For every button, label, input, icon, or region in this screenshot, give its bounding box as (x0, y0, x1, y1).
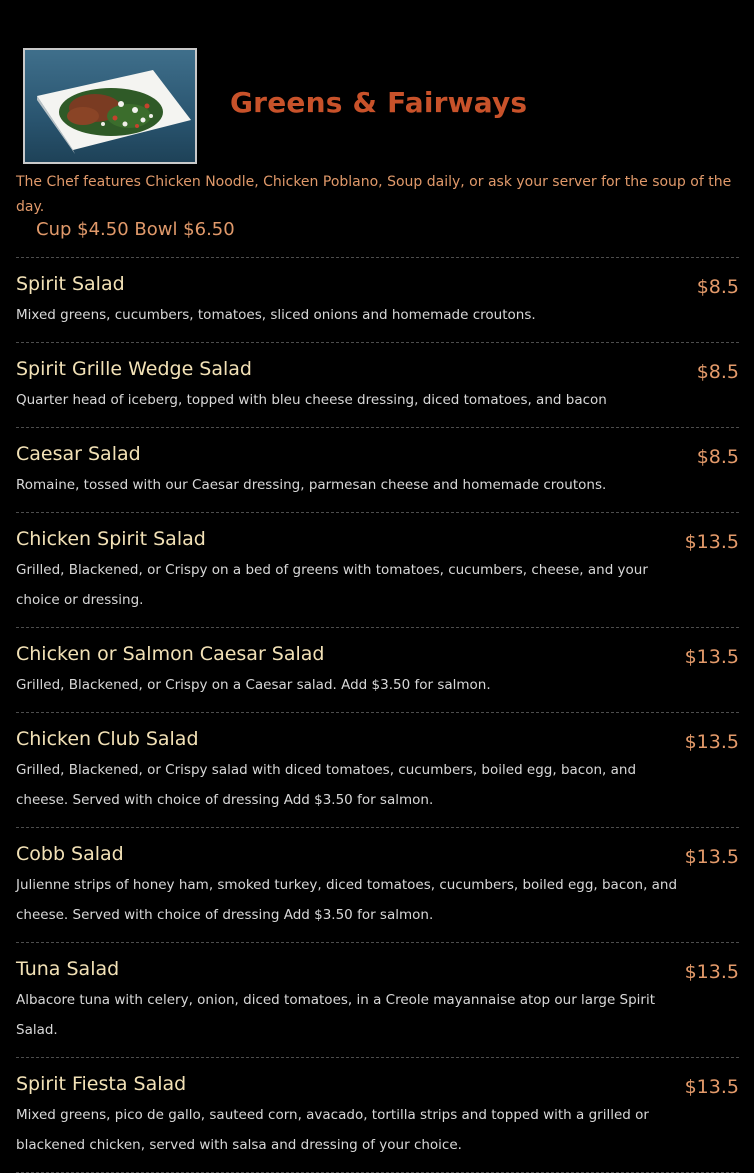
menu-item-price: $13.5 (684, 646, 739, 668)
menu-item[interactable] (16, 512, 739, 627)
page-title: Greens & Fairways (230, 86, 528, 119)
menu-item-name: Caesar Salad (16, 443, 141, 465)
menu-item-price: $13.5 (684, 846, 739, 868)
menu-item-name: Cobb Salad (16, 843, 124, 865)
menu-item-description: Mixed greens, pico de gallo, sauteed corn, avacado, tortilla strips and topped with a grilled or blackened chicken, served with salsa and dressing of your choice. (16, 1107, 649, 1153)
menu-item-description: Romaine, tossed with our Caesar dressing, parmesan cheese and homemade croutons. (16, 477, 607, 493)
menu-header (0, 0, 754, 170)
menu-item-description: Julienne strips of honey ham, smoked turkey, diced tomatoes, cucumbers, boiled egg, bacon, and cheese. Served with choice of dressing Add $3.50 for salmon. (16, 877, 678, 923)
soup-intro-text: The Chef features Chicken Noodle, Chicken Poblano, Soup daily, or ask your server for the soup of the day. (16, 174, 732, 215)
menu-item-price: $13.5 (684, 731, 739, 753)
menu-item[interactable] (16, 827, 739, 942)
menu-item-name: Tuna Salad (16, 958, 120, 980)
menu-item-description: Grilled, Blackened, or Crispy on a Caesar salad. Add $3.50 for salmon. (16, 677, 491, 693)
menu-item[interactable] (16, 942, 739, 1057)
menu-item-name: Spirit Grille Wedge Salad (16, 358, 252, 380)
menu-item-price: $13.5 (684, 961, 739, 983)
menu-item-price: $8.5 (696, 361, 739, 383)
menu-item-name: Chicken or Salmon Caesar Salad (16, 643, 325, 665)
salad-photo[interactable] (23, 48, 197, 164)
menu-item[interactable] (16, 1057, 739, 1173)
menu-item-description: Grilled, Blackened, or Crispy salad with diced tomatoes, cucumbers, boiled egg, bacon, and cheese. Served with choice of dressing Add $3.50 for salmon. (16, 762, 637, 808)
menu-item-price: $13.5 (684, 531, 739, 553)
menu-item-price: $8.5 (696, 446, 739, 468)
soup-prices: Cup $4.50 Bowl $6.50 (36, 219, 235, 240)
menu-item[interactable] (16, 342, 739, 427)
menu-item[interactable] (16, 712, 739, 827)
menu-item-name: Spirit Fiesta Salad (16, 1073, 187, 1095)
menu-item-description: Grilled, Blackened, or Crispy on a bed of greens with tomatoes, cucumbers, cheese, and your choice or dressing. (16, 562, 648, 608)
salad-menu-list (16, 257, 739, 1173)
menu-item[interactable] (16, 627, 739, 712)
menu-item-description: Quarter head of iceberg, topped with bleu cheese dressing, diced tomatoes, and bacon (16, 392, 607, 408)
menu-item-name: Spirit Salad (16, 273, 125, 295)
menu-item-price: $8.5 (696, 276, 739, 298)
menu-item-description: Mixed greens, cucumbers, tomatoes, sliced onions and homemade croutons. (16, 307, 536, 323)
menu-item-name: Chicken Club Salad (16, 728, 199, 750)
menu-item-name: Chicken Spirit Salad (16, 528, 206, 550)
menu-item[interactable] (16, 427, 739, 512)
menu-item[interactable] (16, 257, 739, 342)
menu-item-description: Albacore tuna with celery, onion, diced tomatoes, in a Creole mayannaise atop our large Spirit Salad. (16, 992, 656, 1038)
menu-item-price: $13.5 (684, 1076, 739, 1098)
